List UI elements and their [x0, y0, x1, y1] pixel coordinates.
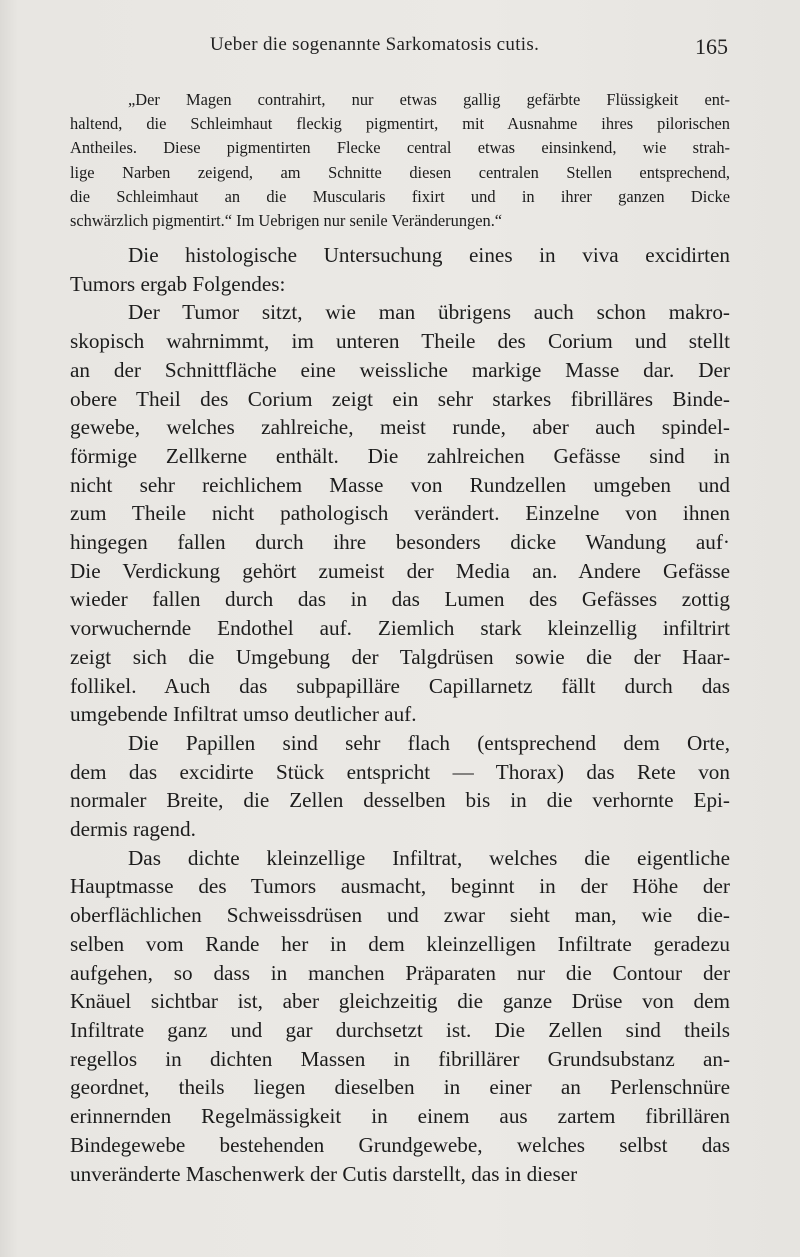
text-line: follikel. Auch das subpapilläre Capillarnetz fällt durch das	[70, 673, 730, 698]
text-line: Tumors ergab Folgendes:	[70, 271, 286, 296]
text-line: Das dichte kleinzellige Infiltrat, welches die eigentliche	[128, 845, 730, 870]
body-text	[70, 241, 730, 1188]
text-line: Der Tumor sitzt, wie man übrigens auch schon makro-	[128, 300, 730, 325]
text-line: Hauptmasse des Tumors ausmacht, beginnt in der Höhe der	[70, 874, 730, 899]
text-line: Bindegewebe bestehenden Grundgewebe, welches selbst das	[70, 1132, 730, 1157]
text-line: Infiltrate ganz und gar durchsetzt ist. Die Zellen sind theils	[70, 1017, 730, 1042]
text-line: Knäuel sichtbar ist, aber gleichzeitig die ganze Drüse von dem	[70, 989, 730, 1014]
paragraph	[70, 241, 730, 298]
text-line: geordnet, theils liegen dieselben in einer an Perlenschnüre	[70, 1075, 730, 1100]
text-line: erinnernden Regelmässigkeit in einem aus zartem fibrillären	[70, 1104, 730, 1129]
quote-line: schwärzlich pigmentirt.“ Im Uebrigen nur senile Veränderungen.“	[70, 211, 503, 231]
text-line: umgebende Infiltrat umso deutlicher auf.	[70, 702, 417, 727]
text-line: vorwuchernde Endothel auf. Ziemlich stark kleinzellig infiltrirt	[70, 616, 730, 641]
quote-line: lige Narben zeigend, am Schnitte diesen centralen Stellen entsprechend,	[70, 162, 730, 182]
text-line: wieder fallen durch das in das Lumen des Gefässes zottig	[70, 587, 730, 612]
text-line: unveränderte Maschenwerk der Cutis darstellt, das in dieser	[70, 1161, 578, 1186]
text-line: Die Papillen sind sehr flach (entsprechend dem Orte,	[128, 730, 730, 755]
text-line: zum Theile nicht pathologisch verändert. Einzelne von ihnen	[70, 501, 730, 526]
text-line: regellos in dichten Massen in fibrillärer Grundsubstanz an-	[70, 1046, 730, 1071]
text-line: hingegen fallen durch ihre besonders dicke Wandung auf·	[70, 530, 730, 555]
text-line: förmige Zellkerne enthält. Die zahlreichen Gefässe sind in	[70, 443, 730, 468]
text-line: an der Schnittfläche eine weissliche markige Masse dar. Der	[70, 357, 730, 382]
text-line: selben vom Rande her in dem kleinzelligen Infiltrate geradezu	[70, 931, 730, 956]
quote-line: Antheiles. Diese pigmentirten Flecke central etwas einsinkend, wie strah-	[70, 138, 730, 158]
paragraph	[70, 844, 730, 1188]
text-line: obere Theil des Corium zeigt ein sehr starkes fibrilläres Binde-	[70, 386, 730, 411]
text-line: oberflächlichen Schweissdrüsen und zwar sieht man, wie die-	[70, 903, 730, 928]
text-line: nicht sehr reichlichem Masse von Rundzellen umgeben und	[70, 472, 730, 497]
quote-line: „Der Magen contrahirt, nur etwas gallig gefärbte Flüssigkeit ent-	[128, 90, 730, 109]
paragraph	[70, 298, 730, 729]
text-line: dermis ragend.	[70, 817, 196, 842]
text-line: Die histologische Untersuchung eines in viva excidirten	[128, 243, 730, 267]
text-line: skopisch wahrnimmt, im unteren Theile des Corium und stellt	[70, 329, 730, 354]
text-line: Die Verdickung gehört zumeist der Media an. Andere Gefässe	[70, 558, 730, 583]
quoted-passage	[70, 88, 730, 233]
text-line: zeigt sich die Umgebung der Talgdrüsen sowie die der Haar-	[70, 644, 730, 669]
page-number: 165	[695, 34, 728, 59]
text-line: dem das excidirte Stück entspricht — Thorax) das Rete von	[70, 759, 730, 784]
text-line: gewebe, welches zahlreiche, meist runde, aber auch spindel-	[70, 415, 730, 440]
text-line: aufgehen, so dass in manchen Präparaten nur die Contour der	[70, 960, 730, 985]
running-header-title: Ueber die sogenannte Sarkomatosis cutis.	[210, 34, 540, 55]
text-line: normaler Breite, die Zellen desselben bis in die verhornte Epi-	[70, 788, 730, 813]
quote-line: die Schleimhaut an die Muscularis fixirt und in ihrer ganzen Dicke	[70, 186, 730, 206]
paragraph	[70, 729, 730, 844]
quote-line: haltend, die Schleimhaut fleckig pigmentirt, mit Ausnahme ihres pilorischen	[70, 114, 730, 134]
